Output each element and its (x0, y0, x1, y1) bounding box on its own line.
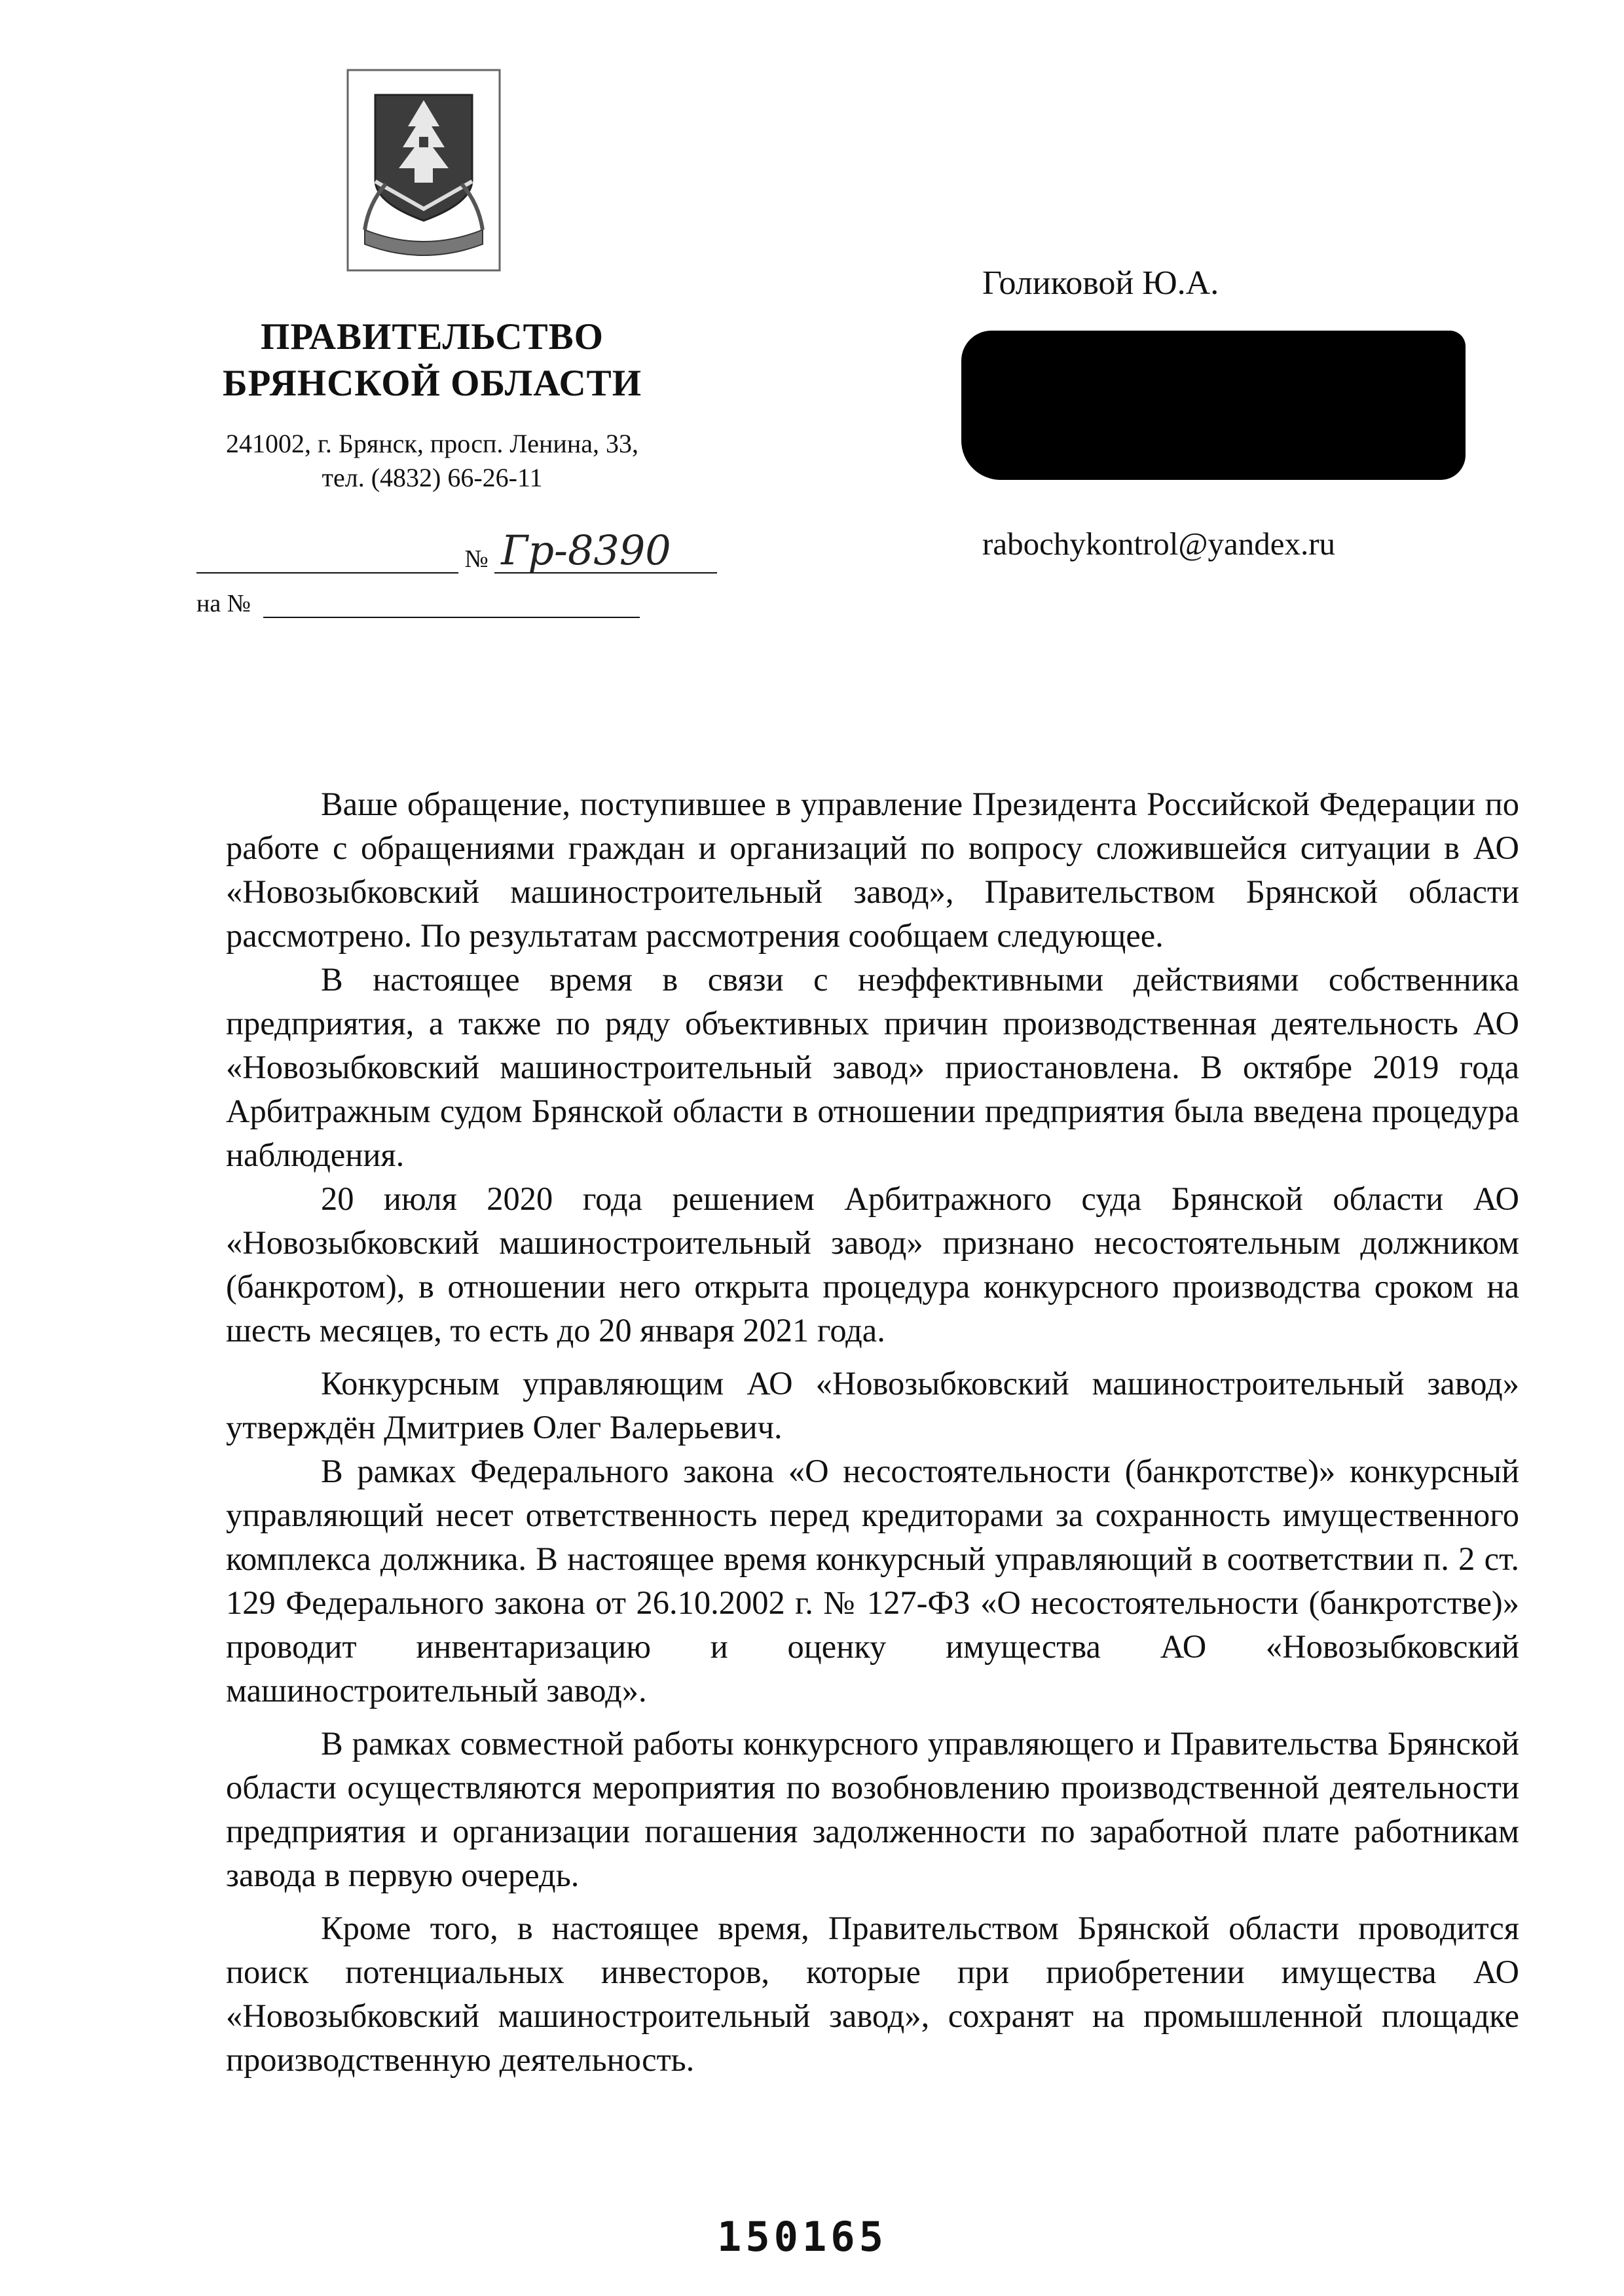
redacted-address (961, 331, 1466, 480)
paragraph: Конкурсным управляющим АО «Новозыбковский машиностроительный завод» утверждён Дмитриев Олег Валерьевич. (226, 1365, 1519, 1446)
number-label: № (464, 545, 489, 573)
registration-number-line (196, 526, 717, 574)
org-title-line2: БРЯНСКОЙ ОБЛАСТИ (222, 363, 642, 404)
registration-number: Гр-8390 (494, 529, 717, 574)
in-reply-label: на № (196, 590, 251, 617)
coat-of-arms-emblem (346, 69, 501, 272)
paragraph: В рамках совместной работы конкурсного управляющего и Правительства Брянской области осуществляются мероприятия по возобновлению производственной деятельности предприятия и организации погашения задолженности по заработной плате работникам завода в первую очередь. (226, 1725, 1519, 1893)
document-number: 150165 (717, 2213, 887, 2261)
org-title-line1: ПРАВИТЕЛЬСТВО (261, 316, 604, 357)
org-address: 241002, г. Брянск, просп. Ленина, 33, (226, 429, 638, 458)
recipient-email: rabochykontrol@yandex.ru (982, 526, 1336, 562)
paragraph: Кроме того, в настоящее время, Правительством Брянской области проводится поиск потенциальных инвесторов, которые при приобретении имущества АО «Новозыбковский машиностроительный завод», сохранят на промышленной площадке производственную деятельность. (226, 1910, 1519, 2078)
recipient-name: Голиковой Ю.А. (982, 264, 1219, 302)
letter-body (226, 782, 1519, 2082)
org-phone: тел. (4832) 66-26-11 (322, 463, 543, 492)
in-reply-line (196, 589, 640, 618)
paragraph: Ваше обращение, поступившее в управление Президента Российской Федерации по работе с обращениями граждан и организаций по вопросу сложившейся ситуации в АО «Новозыбковский машиностроительный завод», Правительством Брянской области рассмотрено. По результатам рассмотрения сообщаем следующее. (226, 786, 1519, 954)
paragraph: 20 июля 2020 года решением Арбитражного суда Брянской области АО «Новозыбковский машиностроительный завод» признано несостоятельным должником (банкротом), в отношении него открыта процедура конкурсного производства сроком на шесть месяцев, то есть до 20 января 2021 года. (226, 1180, 1519, 1349)
paragraph: В рамках Федерального закона «О несостоятельности (банкротстве)» конкурсный управляющий несет ответственность перед кредиторами за сохранность имущественного комплекса должника. В настоящее время конкурсный управляющий в соответствии п. 2 ст. 129 Федерального закона от 26.10.2002 г. № 127-ФЗ «О несостоятельности (банкротстве)» проводит инвентаризацию и оценку имущества АО «Новозыбковский машиностроительный завод». (226, 1453, 1519, 1709)
paragraph: В настоящее время в связи с неэффективными действиями собственника предприятия, а также по ряду объективных причин производственная деятельность АО «Новозыбковский машиностроительный завод» приостановлена. В октябре 2019 года Арбитражным судом Брянской области в отношении предприятия была введена процедура наблюдения. (226, 961, 1519, 1173)
